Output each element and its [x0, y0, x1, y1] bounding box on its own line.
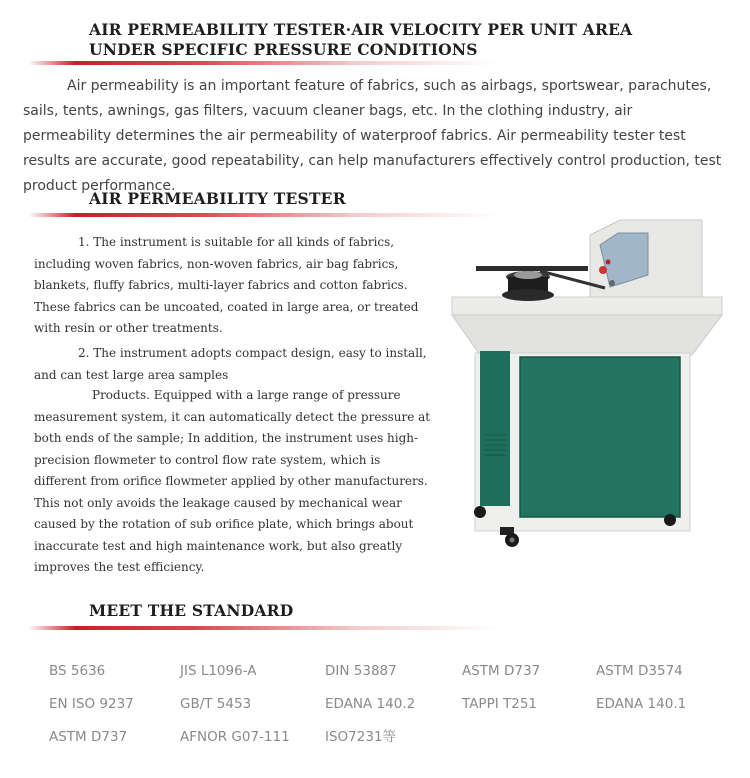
description-paragraph-3: Products. Equipped with a large range of pressure measurement system, it can automatically detect the pressure at both ends of the sample; In addition, the instrument uses high-precision flowmeter to control flow rate system, which is different from orifice flowmeter applied by other manufacturers. This not only avoids the leakage caused by mechanical wear caused by the rotation of sub orifice plate, which brings about inaccurate test and high maintenance work, but also greatly improves the test efficiency. — [34, 388, 431, 574]
standard-item: ASTM D3574 — [596, 663, 683, 679]
tester-underline — [28, 213, 498, 217]
intro-paragraph: Air permeability is an important feature of fabrics, such as airbags, sportswear, parachutes, sails, tents, awnings, gas filters, vacuum cleaner bags, etc. In the clothing industry, air permeability determines the air permeability of waterproof fabrics. Air permeability tester test results are accurate, good repeatability, can help manufacturers effectively control production, test product performance. — [23, 78, 722, 194]
standard-item: EDANA 140.1 — [596, 696, 687, 712]
standard-item: ISO7231等 — [325, 729, 397, 745]
standard-item: EDANA 140.2 — [325, 696, 416, 712]
standard-underline — [28, 626, 498, 630]
standard-item: JIS L1096-A — [180, 663, 257, 679]
standard-item: AFNOR G07-111 — [180, 729, 290, 745]
section-title-main — [89, 20, 632, 60]
description-paragraph-1: 1. The instrument is suitable for all kinds of fabrics, including woven fabrics, non-woven fabrics, air bag fabrics, blankets, fluffy fabrics, multi-layer fabrics and cotton fabrics. These fabrics can be uncoated, coated in large area, or treated with resin or other treatments. — [34, 235, 419, 335]
standards-grid — [49, 660, 729, 748]
title-underline — [28, 61, 498, 65]
title-line-1: AIR PERMEABILITY TESTER·AIR VELOCITY PER UNIT AREA — [89, 20, 633, 39]
standard-item: BS 5636 — [49, 663, 106, 679]
section-title-tester: AIR PERMEABILITY TESTER — [89, 189, 346, 208]
description-paragraph-2: 2. The instrument adopts compact design, easy to install, and can test large area samples — [34, 346, 427, 382]
standard-item: GB/T 5453 — [180, 696, 252, 712]
standard-item: ASTM D737 — [49, 729, 128, 745]
section-title-standard: MEET THE STANDARD — [89, 601, 294, 620]
standard-item: ASTM D737 — [462, 663, 541, 679]
air-permeability-tester-image — [440, 215, 732, 555]
standard-item: EN ISO 9237 — [49, 696, 134, 712]
title-line-2: UNDER SPECIFIC PRESSURE CONDITIONS — [89, 40, 478, 59]
standard-item: TAPPI T251 — [462, 696, 538, 712]
standard-item: DIN 53887 — [325, 663, 397, 679]
